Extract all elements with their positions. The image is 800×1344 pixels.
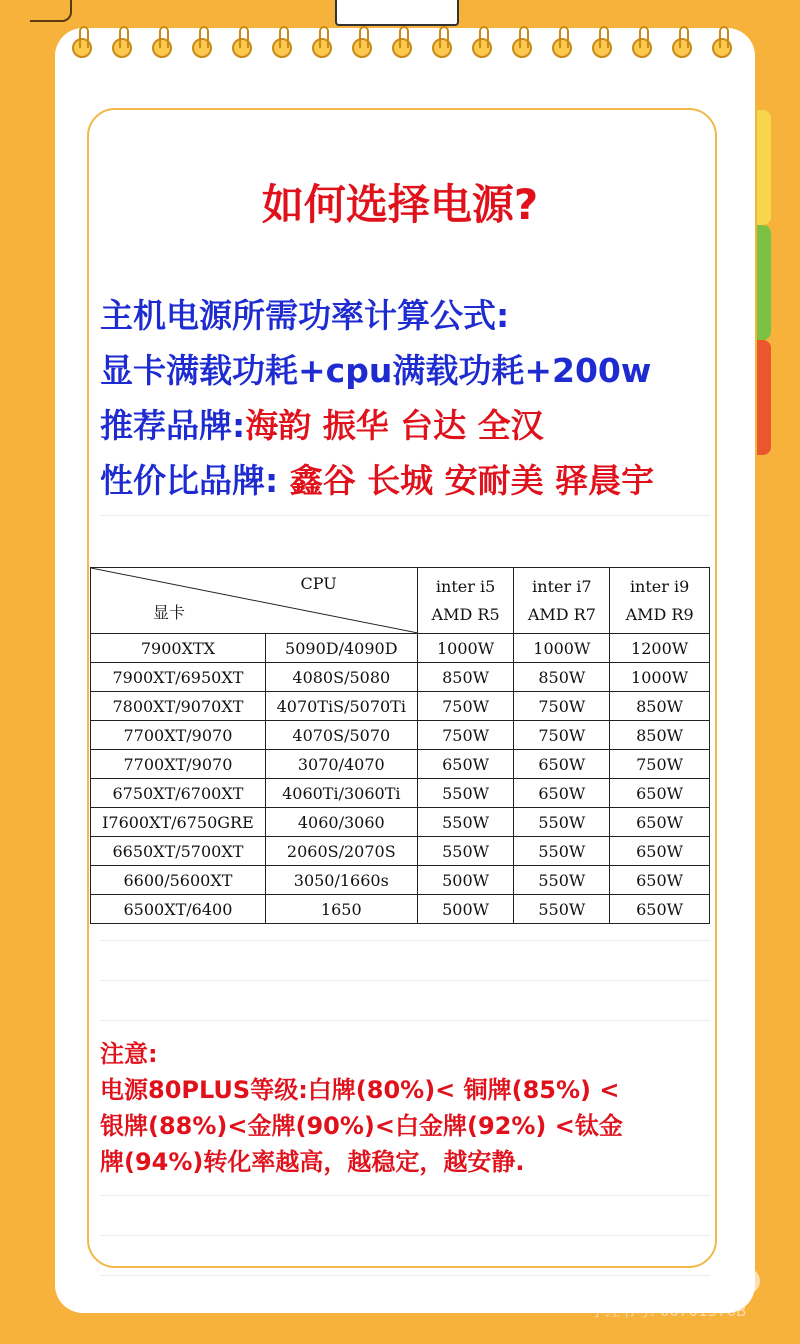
recommended-brands-list: 海韵 振华 台达 全汉 (245, 406, 544, 445)
i9-watt-cell: 650W (610, 808, 710, 837)
binder-ring (672, 38, 692, 58)
table-row (91, 634, 710, 663)
ruled-line (100, 1020, 710, 1021)
table-row (91, 721, 710, 750)
i9-watt-cell: 1200W (610, 634, 710, 663)
recommended-brands-label: 推荐品牌: (100, 406, 246, 445)
note-line-2: 银牌(88%)<金牌(90%)<白金牌(92%) <钛金 (100, 1112, 623, 1140)
header-i9-line2: AMD R9 (625, 604, 694, 624)
note-line-1: 电源80PLUS等级:白牌(80%)< 铜牌(85%) < (100, 1076, 620, 1104)
header-i5 (417, 568, 514, 634)
nvidia-gpu-cell: 4060Ti/3060Ti (265, 779, 417, 808)
binder-ring (112, 38, 132, 58)
corner-cpu-label: CPU (300, 574, 337, 593)
note-heading: 注意: (100, 1040, 158, 1068)
header-i5-line1: inter i5 (435, 576, 496, 596)
i5-watt-cell: 500W (417, 895, 514, 924)
nvidia-gpu-cell: 4070TiS/5070Ti (265, 692, 417, 721)
nvidia-gpu-cell: 5090D/4090D (265, 634, 417, 663)
i7-watt-cell: 750W (514, 721, 610, 750)
i9-watt-cell: 850W (610, 721, 710, 750)
i5-watt-cell: 1000W (417, 634, 514, 663)
table-row (91, 837, 710, 866)
table-corner-cell (91, 568, 418, 634)
i9-watt-cell: 650W (610, 837, 710, 866)
watermark-logo (710, 1268, 760, 1294)
psu-wattage-table (90, 567, 710, 924)
header-i9 (610, 568, 710, 634)
i5-watt-cell: 850W (417, 663, 514, 692)
i9-watt-cell: 650W (610, 895, 710, 924)
amd-gpu-cell: 6500XT/6400 (91, 895, 266, 924)
ruled-line (100, 1195, 710, 1196)
table-row (91, 779, 710, 808)
ruled-line (100, 980, 710, 981)
table-row (91, 808, 710, 837)
nvidia-gpu-cell: 3070/4070 (265, 750, 417, 779)
ruled-line (100, 1235, 710, 1236)
formula-label: 主机电源所需功率计算公式: (100, 296, 510, 335)
binder-ring (392, 38, 412, 58)
decorative-sticky-note (335, 0, 459, 26)
binder-ring (432, 38, 452, 58)
amd-gpu-cell: 7700XT/9070 (91, 750, 266, 779)
i9-watt-cell: 750W (610, 750, 710, 779)
nvidia-gpu-cell: 4060/3060 (265, 808, 417, 837)
i7-watt-cell: 650W (514, 750, 610, 779)
header-i7-line1: inter i7 (532, 576, 592, 596)
diagonal-divider (91, 568, 418, 633)
i9-watt-cell: 650W (610, 779, 710, 808)
binder-ring (592, 38, 612, 58)
amd-gpu-cell: 6650XT/5700XT (91, 837, 266, 866)
value-brands-list: 鑫谷 长城 安耐美 驿晨宇 (289, 461, 655, 500)
i7-watt-cell: 750W (514, 692, 610, 721)
binder-ring (312, 38, 332, 58)
table-row (91, 692, 710, 721)
formula-expression: 显卡满载功耗+cpu满载功耗+200w (100, 351, 652, 390)
i7-watt-cell: 550W (514, 808, 610, 837)
i5-watt-cell: 650W (417, 750, 514, 779)
i5-watt-cell: 550W (417, 808, 514, 837)
table-row (91, 866, 710, 895)
i5-watt-cell: 550W (417, 837, 514, 866)
i5-watt-cell: 750W (417, 721, 514, 750)
note-line-3: 牌(94%)转化率越高，越稳定，越安静. (100, 1148, 525, 1176)
nvidia-gpu-cell: 4080S/5080 (265, 663, 417, 692)
amd-gpu-cell: 7900XT/6950XT (91, 663, 266, 692)
binder-ring (72, 38, 92, 58)
binder-ring (472, 38, 492, 58)
recommended-brands (100, 400, 544, 447)
header-i7 (514, 568, 610, 634)
table-header-row (91, 568, 710, 634)
amd-gpu-cell: 7800XT/9070XT (91, 692, 266, 721)
i7-watt-cell: 550W (514, 837, 610, 866)
ruled-line (100, 515, 710, 516)
i7-watt-cell: 550W (514, 895, 610, 924)
table-row (91, 663, 710, 692)
watermark-text: 小红书号: 00701570B (590, 1302, 747, 1320)
i9-watt-cell: 1000W (610, 663, 710, 692)
page-title: 如何选择电源? (261, 180, 539, 229)
i5-watt-cell: 500W (417, 866, 514, 895)
amd-gpu-cell: 7700XT/9070 (91, 721, 266, 750)
side-tab-green (757, 225, 771, 340)
nvidia-gpu-cell: 2060S/2070S (265, 837, 417, 866)
binder-ring (272, 38, 292, 58)
binder-ring (192, 38, 212, 58)
binder-ring (632, 38, 652, 58)
header-i7-line2: AMD R7 (527, 604, 596, 624)
side-tab-red (757, 340, 771, 455)
amd-gpu-cell: 6600/5600XT (91, 866, 266, 895)
i9-watt-cell: 850W (610, 692, 710, 721)
i7-watt-cell: 850W (514, 663, 610, 692)
i7-watt-cell: 550W (514, 866, 610, 895)
binder-ring (352, 38, 372, 58)
binder-ring (512, 38, 532, 58)
binder-ring (552, 38, 572, 58)
amd-gpu-cell: I7600XT/6750GRE (91, 808, 266, 837)
binder-ring (232, 38, 252, 58)
table-row (91, 750, 710, 779)
amd-gpu-cell: 7900XTX (91, 634, 266, 663)
binder-ring (712, 38, 732, 58)
header-i5-line2: AMD R5 (431, 604, 500, 624)
i7-watt-cell: 650W (514, 779, 610, 808)
decorative-doodle (30, 0, 72, 22)
table-row (91, 895, 710, 924)
binder-ring (152, 38, 172, 58)
i5-watt-cell: 550W (417, 779, 514, 808)
nvidia-gpu-cell: 3050/1660s (265, 866, 417, 895)
nvidia-gpu-cell: 1650 (265, 895, 417, 924)
corner-gpu-label: 显卡 (153, 603, 186, 622)
amd-gpu-cell: 6750XT/6700XT (91, 779, 266, 808)
value-brands (100, 455, 654, 502)
ruled-line (100, 940, 710, 941)
ruled-line (100, 1275, 710, 1276)
header-i9-line1: inter i9 (629, 576, 690, 596)
value-brands-label: 性价比品牌: (100, 461, 290, 500)
i9-watt-cell: 650W (610, 866, 710, 895)
i7-watt-cell: 1000W (514, 634, 610, 663)
nvidia-gpu-cell: 4070S/5070 (265, 721, 417, 750)
i5-watt-cell: 750W (417, 692, 514, 721)
